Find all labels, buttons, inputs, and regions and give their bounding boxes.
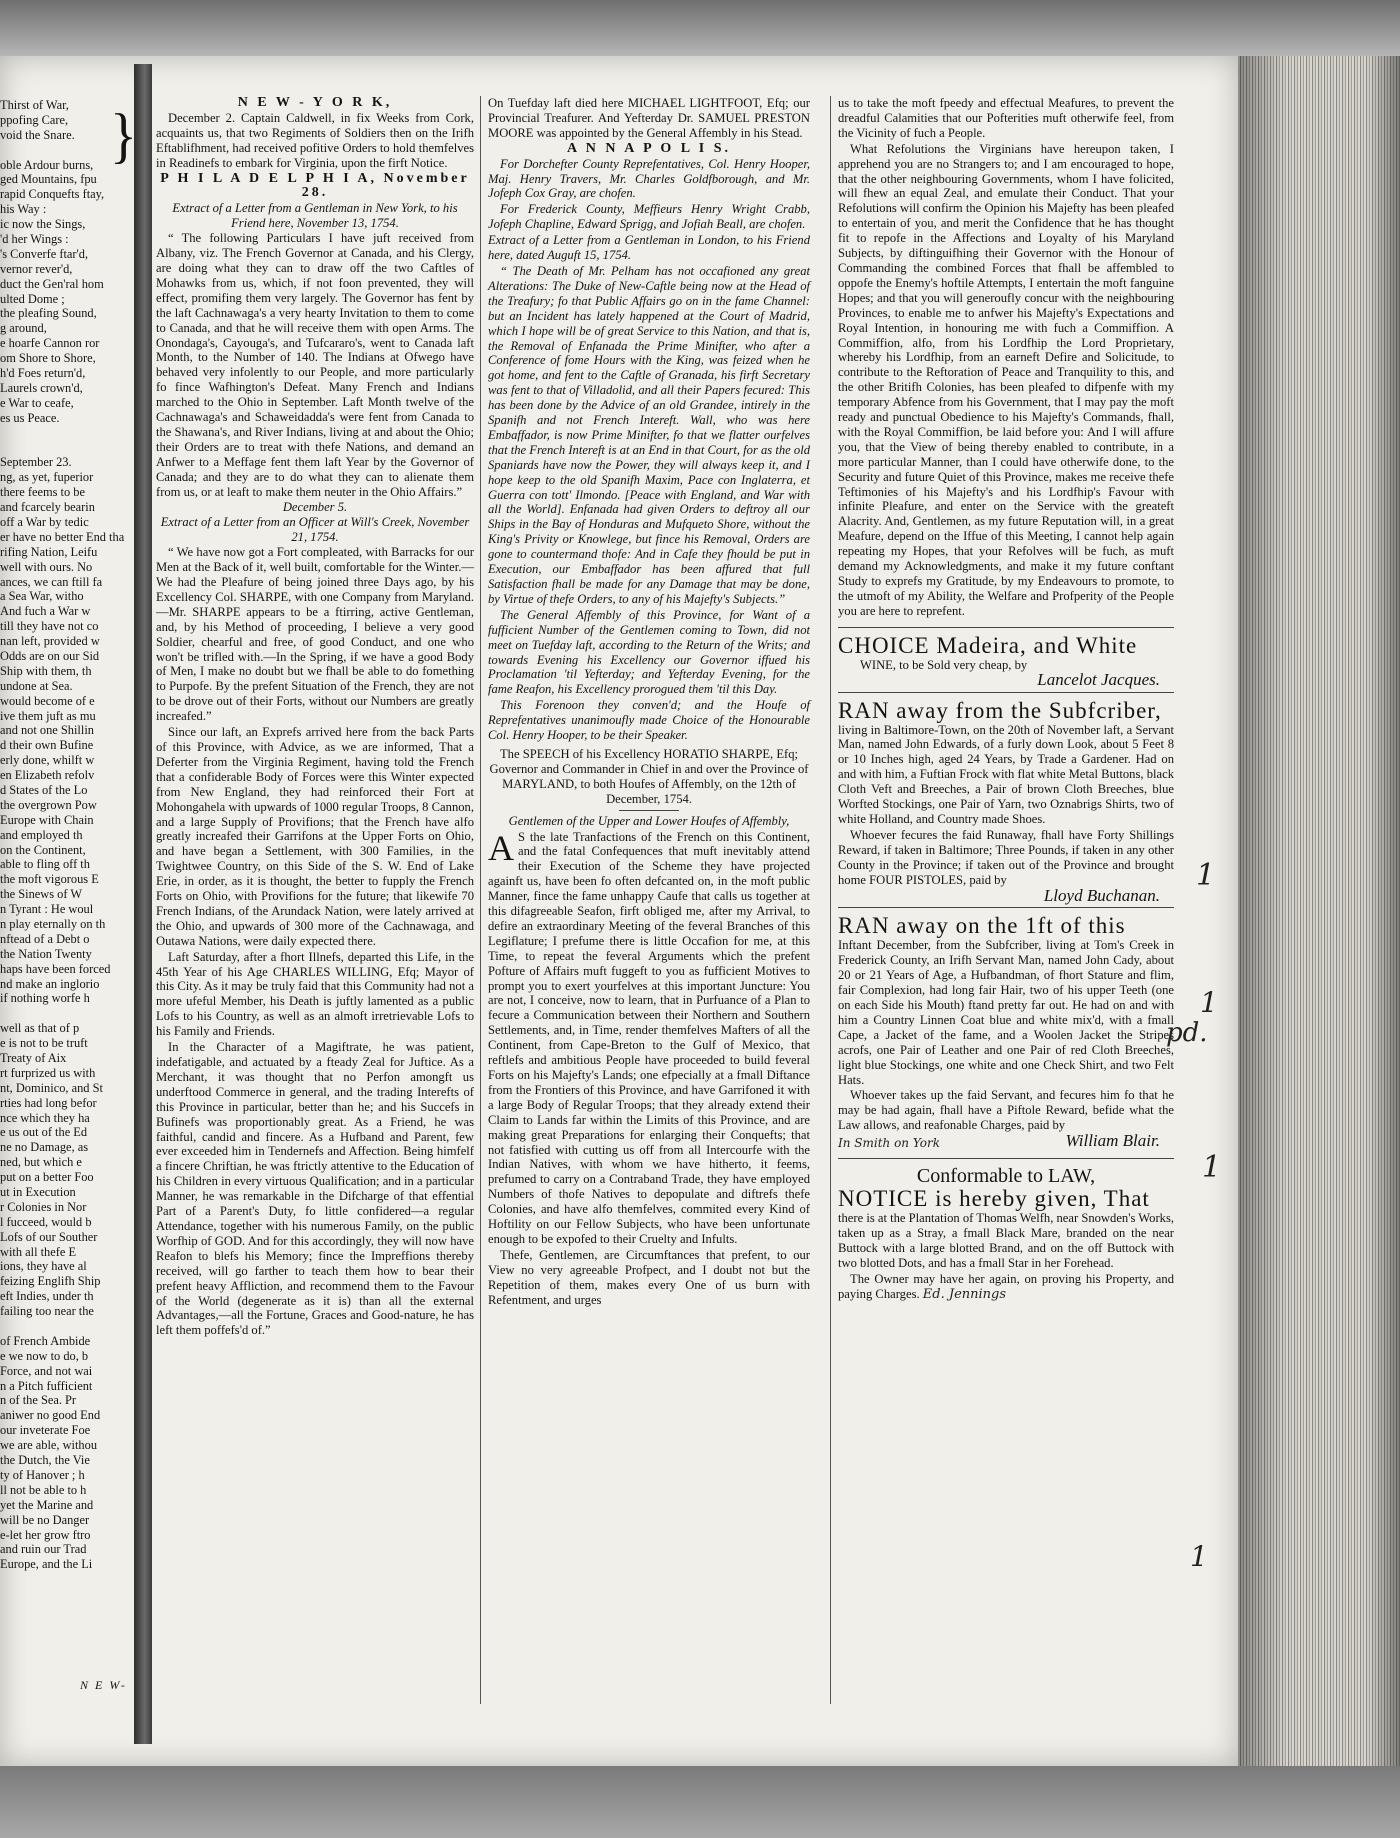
fragment-line: rties had long befor [0, 1095, 97, 1110]
fragment-line: erly done, whilft w [0, 753, 95, 768]
extract2-title: Extract of a Letter from an Officer at Will's Creek, November 21, 1754. [160, 515, 470, 545]
speech-salutation: Gentlemen of the Upper and Lower Houfes of Affembly, [508, 813, 790, 828]
ad-divider-1 [838, 692, 1174, 693]
fragment-line: nce which they ha [0, 1110, 90, 1125]
fragment-line: would become of e [0, 693, 95, 708]
fragment-line: er have no better End tha [0, 529, 125, 544]
fragment-line: Europe, and the Li [0, 1557, 93, 1572]
runaway-edwards-signature: Lloyd Buchanan. [1043, 885, 1160, 905]
wine-ad-signature: Lancelot Jacques. [1037, 669, 1160, 689]
column-annapolis [488, 96, 810, 1309]
fragment-line: n a Pitch fufficient [0, 1378, 93, 1393]
runaway-cady-signature-line [838, 1131, 1174, 1154]
fragment-line: well as that of p [0, 1021, 80, 1036]
fragment-line: 'd her Wings : [0, 232, 69, 247]
fragment-line: e us out of the Ed [0, 1125, 88, 1140]
stray-notice-body: there is at the Plantation of Thomas Welfh, near Snowden's Works, taken up as a Stray, a fmall Black Mare, branded on the near Buttock with a large blotted Brand, and on the off Buttock with two blotted Dots, and has a fmall Star in her Forehead. [838, 1211, 1175, 1270]
fragment-line: our inveterate Foe [0, 1423, 91, 1438]
fragment-line: and ruin our Trad [0, 1542, 87, 1557]
speech-paragraph-2: Thefe, Gentlemen, are Circumftances that prefent, to our View no very agreeable Profpect, and I doubt not but the Repetition of them, makes every One of us burn with Refentment, and urges [488, 1247, 810, 1307]
bracket-glyph: } [110, 101, 137, 171]
column-rule-2 [830, 96, 831, 1704]
fragment-line: duct the Gen'ral hom [0, 276, 104, 291]
obituary-paragraph: Laft Saturday, after a fhort Illnefs, departed this Life, in the 45th Year of his Age CHARLES WILLING, Efq; Mayor of this City. As it may be truly faid that this Community had not a more ufeful Member, his Death is juftly lamented as a public Lofs to his Country, as well as an almoft irretrievable Lofs to his Family and Friends. [156, 949, 474, 1039]
fragment-line: haps have been forced [0, 961, 111, 976]
column-rule-1 [480, 96, 481, 1704]
margin-mark-paid: pd. [1166, 1018, 1208, 1048]
speech-paragraph-1-text: S the late Tranfactions of the French on this Continent, and the fatal Confequences that muft inevitably attend their Execution of the Scheme they have projected againft us, have been fo often defcanted on, in the moft public Manner, fince the fame unhappy Caufe that calls us together at this difagreeable Seafon, firft obliged me, after my Arrival, to defire an extraordinary Meeting of the feveral Branches of this Legiflature; I prefume there is little Occafion for me, at this Time, to repeat the feveral Arguments which the prefent Pofture of Affairs muft fuggeft to you as fufficient Motives to prompt you to exert yourfelves at this important Juncture: You are not, I conceive, now to learn, that in Purfuance of a Plan to fecure a Communication between their Northern and Southern Settlements, and, in Time, render themfelves Mafters of all the Continent, from Cape-Breton to the Gulf of Mexico, that reftlefs and ambitious People have proceeded to build feveral Forts on his Majefty's Lands; one efpecially at a fmall Diftance from the Frontiers of this Province, and have Garrifoned it with a large Body of Regular Troops; that they already extend their Claim to Lands far within the Limits of this Province, and are making great Preparations for enlarging their Conquefts; that not fatisfied with cutting us off from all Intercourfe with the Indian Natives, with whom we have hitherto, it feems, prefumed to carry on a Contraband Trade, they have employed Numbers of thofe Natives to depopulate and diftrefs thefe Colonies, and have alfo themfelves, commited every Kind of Hoftility on our Fellow Subjects, who have been unfortunate enough to be expofed to their Cruelty and Infults. [488, 829, 810, 1246]
fragment-line: ged Mountains, fpu [0, 172, 97, 187]
december-5-dateline: December 5. [282, 500, 348, 515]
runaway-cady-body: Inftant December, from the Subfcriber, living at Tom's Creek in Frederick County, an Irifh Servant Man, named John Cady, about 20 or 21 Years of Age, a Hufbandman, of fhort Stature and flim, fair Complexion, had long fair Hair, two of his upper Teeth (one on each Side his Mouth) ftand pretty far out. He had on and with him a Country Linnen Coat blue and white mix'd, with a fmall Cape, a Jacket of the fame, and a Woolen Jacket the Stripes acrofs, one Pair of Leather and one Pair of red Cloth Breeches, light blue Stockings, one white and one Check Shirt, and two Felt Hats. [838, 938, 1174, 1087]
fragment-line: Odds are on our Sid [0, 648, 100, 663]
fragment-line: the Sinews of W [0, 887, 83, 902]
speech-paragraph-1 [488, 827, 810, 1247]
margin-mark-2: 1 [1200, 986, 1218, 1019]
speech-dropcap: A [488, 827, 514, 868]
fragment-line: Lofs of our Souther [0, 1229, 98, 1244]
runaway-edwards-headline: RAN away from the Subfcriber, [838, 697, 1162, 723]
frederick-paragraph: For Frederick County, Meffieurs Henry Wright Crabb, Jofeph Chapline, Edward Sprigg, and Jofiah Beall, are chofen. [488, 202, 810, 232]
fragment-line: till they have not co [0, 619, 99, 634]
catchword: N E W- [80, 1678, 127, 1692]
fragment-line [0, 1006, 130, 1021]
albany-letter-paragraph: “ The following Particulars I have juft received from Albany, viz. The French Governor at Canada, and his Clergy, are doing what they can to draw off the two Caftles of Mohawks from us, which, if not foon prevented, they will effect, promifing them very largely. The Governor has fent by the laft Cachnawaga's a very hearty Invitation to them to come to Canada, and that he will receive them with open Arms. The Onondaga's, Cayouga's, and Tufcararo's, went to Canada laft Month, to the Number of 140. The Indians at Ofwego have behaved very infolently to our People, and more particularly fo fince Wafhington's Defeat. Many French and Indians marched to the Ohio in September. Laft Month twelve of the Cachnawaga's and Schaweidadda's were fent from Canada to the Shawana's, and River Indians, living at and about the Ohio; their Orders are to treat with thefe Nations, and demand an Anfwer to a Meffage fent them laft Year by the Governor of Canada; and they are to do what they can to alienate them from us, or at leaft to make them neuter in the Ohio Affairs.” [156, 231, 474, 499]
fragment-line: ned, but which e [0, 1155, 82, 1170]
dorchester-paragraph: For Dorchefter County Reprefentatives, Col. Henry Hooper, Maj. Henry Travers, Mr. Charles Goldfborough, and Mr. Jofeph Cox Gray, are chofen. [488, 156, 810, 201]
fragment-line: on the Continent, [0, 842, 86, 857]
fragment-line: nt, Dominico, and St [0, 1080, 103, 1095]
fragment-line: and employed th [0, 827, 83, 842]
fragment-line: Europe with Chain [0, 812, 94, 827]
scan-top-shadow [0, 0, 1400, 58]
extract1-title: Extract of a Letter from a Gentleman in New York, to his Friend here, November 13, 1754. [172, 201, 458, 231]
stray-notice-headline: NOTICE is hereby given, That [838, 1186, 1150, 1212]
scan-bottom-shadow [0, 1766, 1400, 1838]
fragment-line: the overgrown Pow [0, 797, 97, 812]
fragment-line: e War to ceafe, [0, 395, 74, 410]
fragment-line: void the Snare. [0, 127, 75, 142]
fragment-line: rifing Nation, Leifu [0, 544, 98, 559]
fragment-line: rt furprized us with [0, 1065, 96, 1080]
annapolis-heading: A N N A P O L I S. [566, 140, 732, 156]
runaway-cady-signature: William Blair. [1065, 1131, 1160, 1151]
fragment-line: ut in Execution [0, 1185, 76, 1200]
runaway-cady-handwriting: In Smith on York [838, 1136, 940, 1151]
fragment-line: failing too near the [0, 1304, 94, 1319]
speech-continued-paragraph: us to take the moft fpeedy and effectual Meafures, to prevent the dreadful Calamities that our Pofterities muft otherwife feel, from the Vicinity of fuch a People. [838, 96, 1174, 140]
runaway-edwards-reward: Whoever fecures the faid Runaway, fhall have Forty Shillings Reward, if taken in Baltimore; Three Pounds, if taken in any other County in the Province; if taken out of the Province and brought home FOUR PISTOLES, paid by [838, 827, 1174, 887]
fragment-line: if nothing worfe h [0, 991, 90, 1006]
fore-edge-shadow [1238, 56, 1400, 1768]
express-paragraph: Since our laft, an Exprefs arrived here from the back Parts of this Province, with Advice, as we are informed, That a Deferter from the Virginia Regiment, having told the French that a confiderable Body of Forces were this Winter expected from New England, they had reinforced their Fort at Mohongahela with upwards of 1000 regular Troops, 8 Cannon, and a large Supply of Provifions; that the French have alfo greatly increafed their Garrifons at the Upper Forts on Ohio, and have began a Settlement, with 300 Families, in the Twightwee Country, on this Side of the S. W. End of Lake Erie, in order, as it is thought, the better to fupply the French Forts on Ohio, with Provifions for the future; that likewife 70 French Indians, of the Arundack Nation, were lately arrived at the Ohio, and upwards of 300 more of the Cachnawaga, and Outawa Nations, were daily expected there. [156, 725, 474, 948]
fragment-line: yet the Marine and [0, 1497, 94, 1512]
runaway-cady-advertisement [838, 914, 1174, 1154]
london-letter-paragraph: “ The Death of Mr. Pelham has not occafioned any great Alterations: The Duke of New-Caftle being now at the Head of the Treafury; fo that Public Affairs go on in the fame Channel: but an Incident has lately happened at the Court of Madrid, which I hope will be of great Service to this Nation, and that is, the Removal of Enfanada the Prime Minifter, who after a Conference of fome Hours with the King, was feized when he got home, and fent to the Caftle of Granada, his firft Secretary was fent to that of Villadolid, and all their Papers fecured: This has been done by the Advice of an old Grandee, intirely in the Spanifh and not French Intereft. Wall, who was here Embaffador, is now Prime Minifter, fo that we flatter ourfelves that the French Intereft is at an End in that Court, for as the old Spaniards have now the Power, they will always keep it, and I hope keep to the old Spanifh Maxim, Pace con Inglaterra, et Guerra con tott' Ilmondo. [Peace with England, and War with all the World]. Enfanada had given Orders to deftroy all our Ships in the Bay of Honduras and Mufqueto Shore, without the King's Privity or Knowlege, but fince his Removal, Orders are gone to countermand thofe: And in Cafe they fhould be put in Execution, our Embaffador has been affured that full Satisfaction fhall be made for any Damage that may be done, by Virtue of thefe Orders, to any of his Majefty's Subjects.” [488, 263, 810, 606]
stray-notice-owner [838, 1272, 1174, 1303]
fragment-line: e-let her grow ftro [0, 1527, 91, 1542]
fragment-line: there feems to be [0, 485, 85, 500]
fragment-line [0, 426, 130, 441]
fragment-line: off a War by tedic [0, 514, 89, 529]
fragment-line: vernor rever'd, [0, 261, 73, 276]
margin-mark-1: 1 [1196, 858, 1216, 893]
stray-notice-heading: Conformable to LAW, [916, 1165, 1096, 1188]
stray-mare-notice [838, 1165, 1174, 1302]
fragment-line: n play eternally on th [0, 916, 106, 931]
fragment-line: with all thefe E [0, 1244, 77, 1259]
fragment-line: es us Peace. [0, 410, 60, 425]
fragment-line: Treaty of Aix [0, 1051, 67, 1065]
stray-notice-handwriting: Ed. Jennings [922, 1286, 1007, 1302]
fragment-line: nftead of a Debt o [0, 931, 90, 946]
new-york-paragraph: December 2. Captain Caldwell, in fix Weeks from Cork, acquaints us, that two Regiments of Soldiers then on the Irifh Eftablifhment, had received pofitive Orders to hold themfelves in Readinefs to embark for Virginia, upon the firft Notice. [156, 110, 474, 170]
speech-rule [619, 810, 679, 811]
fragment-line: will be no Danger [0, 1512, 90, 1527]
runaway-edwards-body: living in Baltimore-Town, on the 20th of November laft, a Servant Man, named John Edwards, of a furly down Look, about 5 Feet 8 or 10 Inches high, aged 24 Years, by Trade a Gardener. Had on and with him, a Fuftian Frock with flat white Metal Buttons, black Cloth Veft and Breeches, a Pair of brown Cloth Breeches, blue Worfted Stockings, one Pair of Yarn, two Oznabrigs Shirts, two of white Holland, and Country made Shoes. [838, 722, 1174, 826]
fragment-line: and fcarcely bearin [0, 500, 95, 515]
speaker-paragraph: This Forenoon they conven'd; and the Houfe of Reprefentatives unanimoufly made Choice of the Honourable Col. Henry Hooper, to be their Speaker. [488, 698, 810, 743]
column-new-york-philadelphia [156, 96, 474, 1339]
fragment-line: of French Ambide [0, 1333, 91, 1348]
fragment-line: en Elizabeth refolv [0, 768, 95, 783]
fragment-line [0, 440, 130, 455]
margin-mark-3: 1 [1202, 1150, 1222, 1185]
fragment-line: rapid Conquefts ftay, [0, 187, 105, 202]
fragment-line: h'd Foes return'd, [0, 366, 86, 381]
fragment-line: able to fling off th [0, 857, 90, 872]
fragment-line: oble Ardour burns, [0, 157, 94, 172]
fragment-line: the pleafing Sound, [0, 306, 97, 321]
fragment-line: ppofing Care, [0, 112, 69, 127]
speech-title: The SPEECH of his Excellency HORATIO SHARPE, Efq; Governor and Commander in Chief in and over the Province of MARYLAND, to both Houfes of Affembly, on the 12th of December, 1754. [489, 746, 809, 806]
fragment-line: his Way : [0, 202, 47, 217]
fragment-line: we are able, withou [0, 1438, 98, 1453]
left-fragment-column [0, 98, 130, 1572]
ad-divider-3 [838, 1158, 1174, 1159]
ads-divider [838, 627, 1174, 628]
fragment-line: ty of Hanover ; h [0, 1467, 85, 1482]
fragment-line: feizing Englifh Ship [0, 1274, 101, 1289]
fragment-line: eft Indies, under th [0, 1289, 94, 1304]
fragment-line: ions, they have al [0, 1259, 87, 1274]
wine-ad-line: WINE, to be Sold very cheap, by [860, 657, 1028, 672]
runaway-cady-headline: RAN away on the 1ft of this [838, 913, 1126, 939]
fragment-line: e we now to do, b [0, 1348, 89, 1363]
assembly-paragraph: The General Affembly of this Province, for Want of a fufficient Number of the Gentlemen coming to Town, did not meet on Tuefday laft, according to the Return of the Writs; and towards Evening his Excellency our Governor iffued his Proclamation 'til Yefterday; and Yefterday Evening, for the fame Reafon, his Excellency prorogued them 'til this Day. [488, 607, 810, 697]
fragment-line: r Colonies in Nor [0, 1199, 87, 1214]
fragment-line: a Sea War, witho [0, 589, 84, 604]
column-speech-and-ads [838, 96, 1174, 1304]
fragment-line: the Nation Twenty [0, 946, 92, 961]
fragment-line: g around, [0, 321, 47, 336]
fragment-line: undone at Sea. [0, 678, 73, 693]
fragment-line: ll not be able to h [0, 1482, 87, 1497]
fragment-line: and not one Shillin [0, 723, 94, 738]
book-gutter [134, 64, 152, 1744]
fragment-line: nd make an inglorio [0, 976, 100, 991]
fragment-line: September 23. [0, 455, 72, 470]
fragment-line: n Tyrant : He woul [0, 902, 94, 917]
fragment-line: put on a better Foo [0, 1170, 94, 1185]
fragment-line: Force, and not wai [0, 1363, 93, 1378]
fragment-line: aniwer no good End [0, 1408, 101, 1423]
fragment-line: ulted Dome ; [0, 291, 65, 306]
fragment-line: ng, as yet, fuperior [0, 470, 94, 485]
fragment-line: d their own Bufine [0, 738, 94, 753]
fragment-line: Ship with them, th [0, 663, 92, 678]
resolutions-paragraph: What Refolutions the Virginians have hereupon taken, I apprehend you are no Strangers to; and I am encouraged to hope, that the other neighbouring Governments, whom I have folicited, will fhew an equal Zeal, and emulate their Conduct. That your Refolutions will confirm the Opinion his Majefty has been pleafed to entertain of you, and merit the Confidence that he has thought fit to repofe in the Affections and Loyalty of his Maryland Subjects, by diftinguifhing their Governor with the Honour of Commanding the combined Forces that fhall be affembled to oppofe the Enemy's hoftile Attempts, I entertain the moft fanguine Hopes; and that you will generoufly concur with the neighbouring Provinces, to enable me to anfwer his Majefty's Expectations and Royal Intention, in honouring me with fuch a Commiffion. A Commiffion, alfo, from his Lordfhip the Lord Proprietary, whereby his Lordfhip, from an earneft Defire and Solicitude, to contribute to the Reftoration of Peace and Tranquility to this, and the other Britifh Colonies, has been pleafed to difpenfe with my temporary Abfence from his Government, that I may pay the moft ready and punctual Obedience to his Majefty's Commands, fhall, with the Royal Commiffion, be laid before you: And I will affure you, that the View of being thereby enabled to contribute, in a more particular Manner, than I could have otherwife done, to the Security and future Quiet of this Province, makes me receive thefe Teftimonies of his Majefty's and his Lordfhip's Favour with infinite Pleafure, and enter on the Service with the greateft Alacrity. And, Gentlemen, as my future Reputation will, in a great Meafure, depend on the Iffue of this Meeting, I cannot help again repeating my Hopes, that your Refolves will be fuch, as muft demand my Acknowledgments, and make it my future conftant Study to exprefs my Gratitude, by my Endeavours to promote, to the utmoft of my Ability, the Welfare and Profperity of the People you are here to reprefent. [838, 141, 1174, 618]
fragment-line: Laurels crown'd, [0, 380, 83, 395]
philadelphia-heading: P H I L A D E L P H I A, November 28. [160, 170, 470, 201]
fragment-line: d States of the Lo [0, 782, 88, 797]
fragment-line: l fucceed, would b [0, 1214, 92, 1229]
fragment-line: n of the Sea. Pr [0, 1393, 77, 1408]
runaway-cady-reward: Whoever takes up the faid Servant, and fecures him fo that he may be had again, fhall have a Piftole Reward, befide what the Law allows, and reafonable Charges, paid by [838, 1088, 1174, 1133]
fragment-line: well with ours. No [0, 559, 93, 574]
fragment-line: Thirst of War, [0, 98, 69, 112]
margin-mark-4: 1 [1190, 1540, 1208, 1573]
fragment-line: nan left, provided w [0, 634, 100, 649]
character-paragraph: In the Character of a Magiftrate, he was patient, indefatigable, and actuated by a fteady Zeal for Juftice. As a Merchant, it was thought that no Perfon amongft us underftood Commerce in general, and the trading Interefts of this Province in particular, better than he; and his Succefs in Bufinefs was proportionably great. As a Friend, he was faithful, candid and fincere. As a Hufband and Parent, few ever exceeded him in Tendernefs and Affection. Being himfelf a fincere Chriftian, he was ftrictly attentive to the Education of his Children in every virtuous Qualification; and in a particular Manner, he was remarkable in the Difcharge of that effential Part of a Parent's Duty, fo little confidered—a regular Attendance, together with his numerous Family, on the public Worfhip of GOD. And for this accordingly, they will now have Reafon to blefs his Memory; fince the Impreffions thereby received, will go farther to teach them how to bear their prefent heavy Affliction, and recommend them to the Favour of the World (degenerate as it is) than all the external Advantages,—all the Fortune, Graces and Good-nature, he has left them poffefs'd of.” [156, 1040, 474, 1338]
fragment-line: And fuch a War w [0, 604, 91, 619]
fragment-line: ic now the Sings, [0, 217, 86, 232]
london-extract-title: Extract of a Letter from a Gentleman in London, to his Friend here, dated Auguft 15, 1754. [488, 233, 810, 263]
fragment-line: ne no Damage, as [0, 1140, 89, 1155]
fragment-line: ive them juft as mu [0, 708, 96, 723]
fragment-line: e is not to be truft [0, 1036, 88, 1051]
fragment-line: 's Converfe ftar'd, [0, 246, 89, 261]
wine-ad-headline: CHOICE Madeira, and White [838, 632, 1138, 658]
fragment-line: om Shore to Shore, [0, 351, 96, 366]
fragment-line: ances, we can ftill fa [0, 574, 103, 589]
ad-divider-2 [838, 907, 1174, 908]
stray-notice-owner-text: The Owner may have her again, on proving his Property, and paying Charges. [838, 1271, 1174, 1301]
new-york-heading: N E W - Y O R K, [237, 95, 393, 110]
lightfoot-paragraph: On Tuefday laft died here MICHAEL LIGHTFOOT, Efq; our Provincial Treafurer. And Yefterday Dr. SAMUEL PRESTON MOORE was appointed by the General Affembly in his Stead. [488, 96, 810, 140]
fragment-line: the moft vigorous E [0, 872, 99, 887]
wine-advertisement [838, 634, 1174, 688]
fragment-line: e hoarfe Cannon ror [0, 336, 100, 351]
wills-creek-letter-paragraph: “ We have now got a Fort compleated, with Barracks for our Men at the Back of it, well built, comfortable for the Winter.—We had the Pleafure of being joined three Days ago, by his Excellency Col. SHARPE, with one Company from Maryland.—Mr. SHARPE appears to be a ftirring, active Gentleman, and, by his Method of proceeding, I believe a very good Soldier, chearful and free, of good Conduct, and one who won't be trifled with.—In the Spring, if we have a good Body of Men, I make no doubt but we fhall be able to do fomething to Purpofe. By the prefent Situation of the French, they are not to be drove out of their Forts, without our Numbers are greatly increafed.” [156, 545, 474, 724]
fragment-line: the Dutch, the Vie [0, 1453, 90, 1468]
runaway-edwards-advertisement [838, 699, 1174, 904]
fragment-line [0, 1319, 130, 1334]
